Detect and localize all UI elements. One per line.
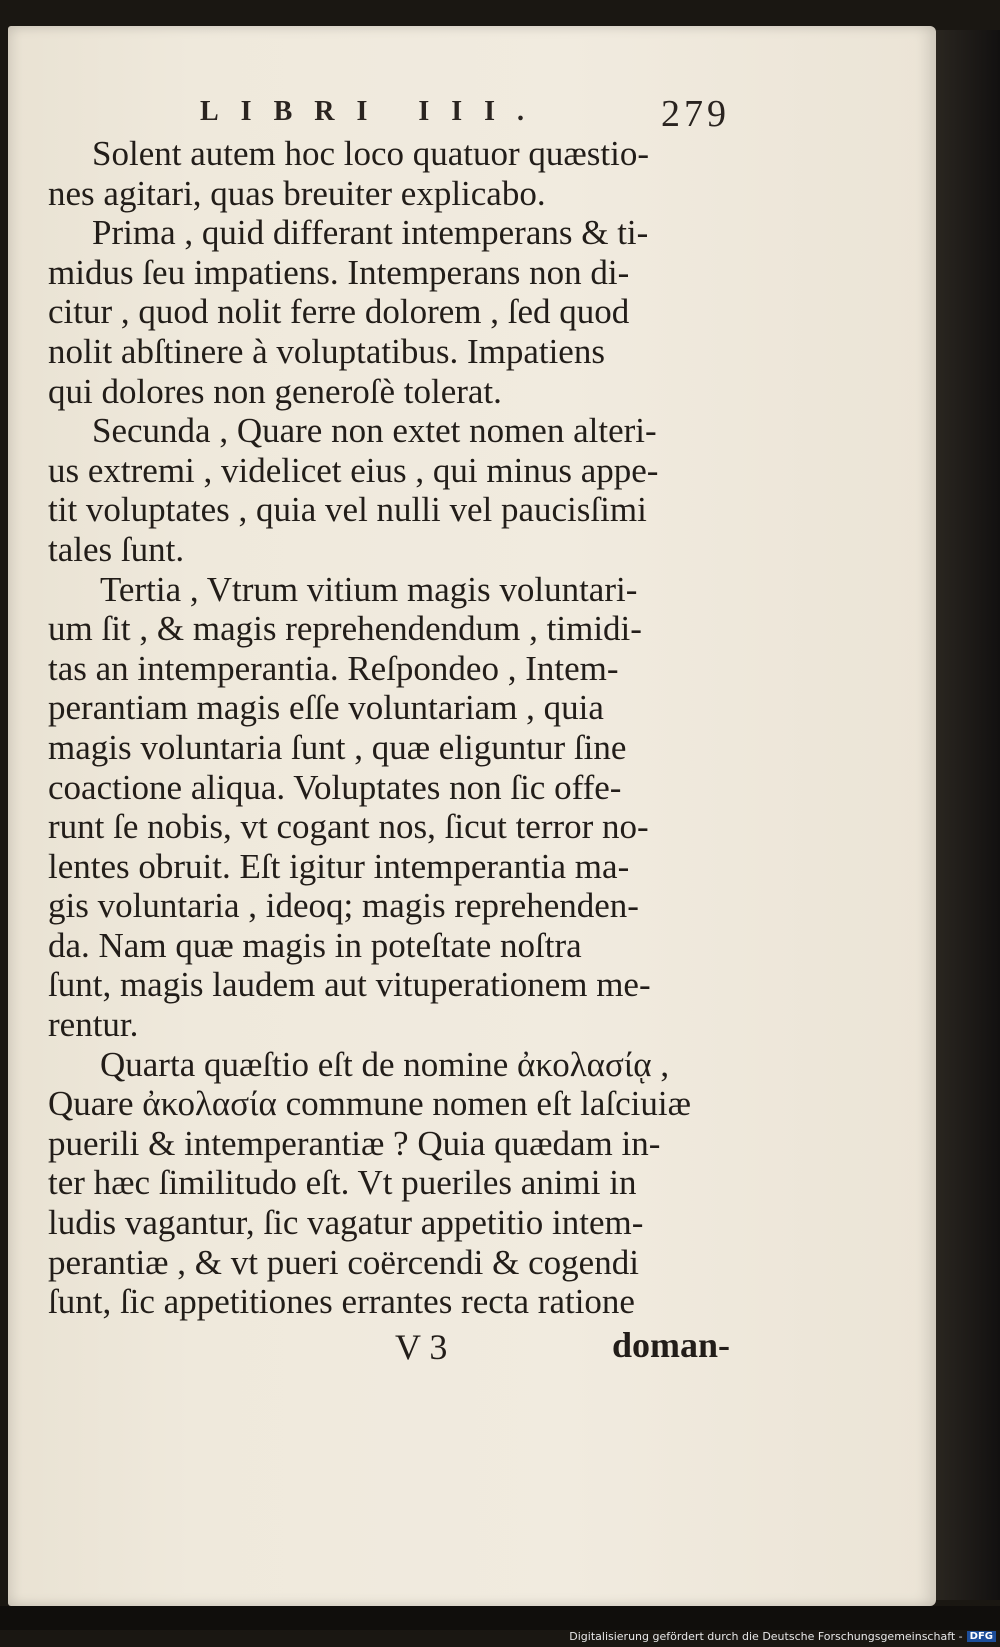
text-line: coactione aliqua. Voluptates non ſic offe- <box>48 767 622 807</box>
text-line: midus ſeu impatiens. Intemperans non di- <box>48 252 630 292</box>
signature-mark: V 3 <box>395 1327 448 1367</box>
digitization-credit <box>569 1630 996 1643</box>
bottom-edge <box>0 1606 1000 1630</box>
text-line: qui dolores non generoſè tolerat. <box>48 371 502 411</box>
text-line: ludis vagantur, ſic vagatur appetitio intem- <box>48 1203 644 1243</box>
text-line: Quarta quæſtio eſt de nomine ἀκολασίᾳ , <box>100 1044 670 1084</box>
text-line: tas an intemperantia. Reſpondeo , Intem- <box>48 648 619 688</box>
text-line: gis voluntaria , ideoq; magis reprehenden- <box>48 886 639 926</box>
text-line: Quare ἀκολασία commune nomen eſt laſciuiæ <box>48 1084 691 1124</box>
text-line: perantiam magis eſſe voluntariam , quia <box>48 688 604 728</box>
text-line: lentes obruit. Eſt igitur intemperantia ma- <box>48 846 630 886</box>
book-title: LIBRI III. <box>200 96 547 127</box>
text-line: perantiæ , & vt pueri coërcendi & cogendi <box>48 1242 639 1282</box>
text-line: puerili & intemperantiæ ? Quia quædam in- <box>48 1123 661 1163</box>
text-line: us extremi , videlicet eius , qui minus appe- <box>48 450 659 490</box>
credit-text: Digitalisierung gefördert durch die Deutsche Forschungsgemeinschaft - <box>569 1630 963 1643</box>
running-head <box>60 92 730 135</box>
text-line: magis voluntaria ſunt , quæ eliguntur ſine <box>48 727 627 767</box>
text-line: nolit abſtinere à voluptatibus. Impatiens <box>48 331 605 371</box>
dfg-logo: DFG <box>967 1631 996 1642</box>
text-line: um ſit , & magis reprehendendum , timidi- <box>48 609 642 649</box>
book-edge <box>936 30 1000 1600</box>
text-line: nes agitari, quas breuiter explicabo. <box>48 173 546 213</box>
text-line: Prima , quid differant intemperans & ti- <box>92 213 649 253</box>
text-line: Tertia , Vtrum vitium magis voluntari- <box>100 569 638 609</box>
text-body <box>48 134 738 1322</box>
text-line: Solent autem hoc loco quatuor quæstio- <box>92 134 649 173</box>
text-line: da. Nam quæ magis in poteſtate noſtra <box>48 925 582 965</box>
text-line: ſunt, magis laudem aut vituperationem me- <box>48 965 651 1005</box>
text-line: tit voluptates , quia vel nulli vel paucisſimi <box>48 490 647 530</box>
text-line: Secunda , Quare non extet nomen alteri- <box>92 411 657 451</box>
catchword: doman- <box>612 1325 731 1365</box>
text-line: tales ſunt. <box>48 529 185 569</box>
text-line: ter hæc ſimilitudo eſt. Vt pueriles animi in <box>48 1163 637 1203</box>
text-line: ſunt, ſic appetitiones errantes recta ratione <box>48 1282 635 1322</box>
text-line: rentur. <box>48 1005 139 1045</box>
text-line: runt ſe nobis, vt cogant nos, ſicut terror no- <box>48 807 649 847</box>
text-line: citur , quod nolit ferre dolorem , ſed quod <box>48 292 630 332</box>
page-number: 279 <box>661 93 730 135</box>
